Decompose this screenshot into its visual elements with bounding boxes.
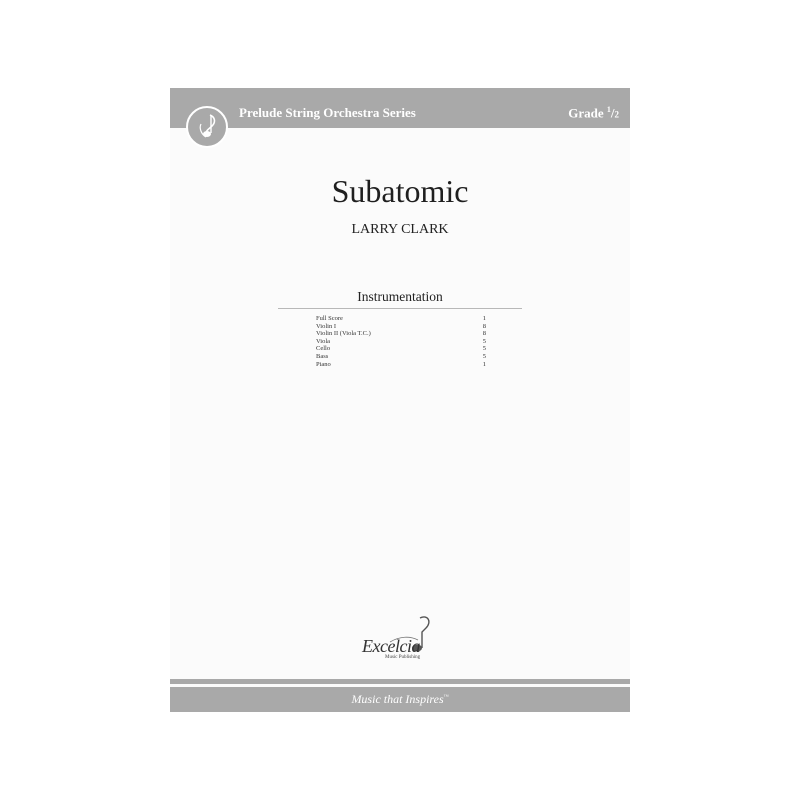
- music-note-icon: [193, 112, 221, 142]
- instrumentation-divider: [278, 308, 522, 309]
- instrument-count: 1: [482, 315, 486, 322]
- instrument-name: Cello: [316, 345, 331, 353]
- instrument-count: 1: [482, 360, 486, 368]
- instrument-name: Bass: [316, 352, 329, 360]
- composer-name: LARRY CLARK: [351, 222, 449, 237]
- instrument-row: [316, 330, 486, 338]
- piece-title: Subatomic: [331, 173, 469, 209]
- instrument-row: [316, 315, 486, 323]
- publisher-name: Excelcia: [362, 636, 420, 656]
- series-title: Prelude String Orchestra Series: [239, 105, 416, 120]
- instrument-name: Violin II (Viola T.C.): [316, 330, 371, 338]
- grade-numerator: 1: [606, 105, 611, 114]
- instrument-name: Piano: [316, 360, 331, 368]
- footer-rule: [170, 679, 630, 684]
- publisher-note-icon: [420, 617, 429, 648]
- instrument-name: Full Score: [316, 315, 343, 322]
- instrument-row: [316, 323, 486, 331]
- grade-denominator: 2: [614, 109, 619, 120]
- publisher-subtitle: Music Publishing: [385, 655, 421, 660]
- grade-label: Grade $^1$/2: [568, 105, 619, 121]
- instrument-count: 5: [482, 337, 486, 345]
- instrument-name: Violin I: [316, 322, 337, 330]
- instrument-count: 8: [482, 330, 486, 338]
- instrument-row: [316, 353, 486, 361]
- instrumentation-heading: Instrumentation: [357, 289, 443, 304]
- instrument-count: 8: [482, 322, 486, 330]
- instrument-row: [316, 338, 486, 346]
- instrument-count: 5: [482, 352, 486, 360]
- series-logo: [186, 106, 228, 148]
- instrument-count: 5: [482, 345, 486, 353]
- tagline-text: Music that Inspires: [351, 692, 444, 706]
- instrument-name: Viola: [316, 337, 331, 345]
- tagline: [170, 692, 630, 707]
- instrument-row: [316, 345, 486, 353]
- instrument-row: [316, 361, 486, 369]
- trademark-mark: ™: [443, 695, 449, 700]
- grade-text: Grade: [568, 105, 604, 121]
- instrumentation-list: [316, 315, 486, 368]
